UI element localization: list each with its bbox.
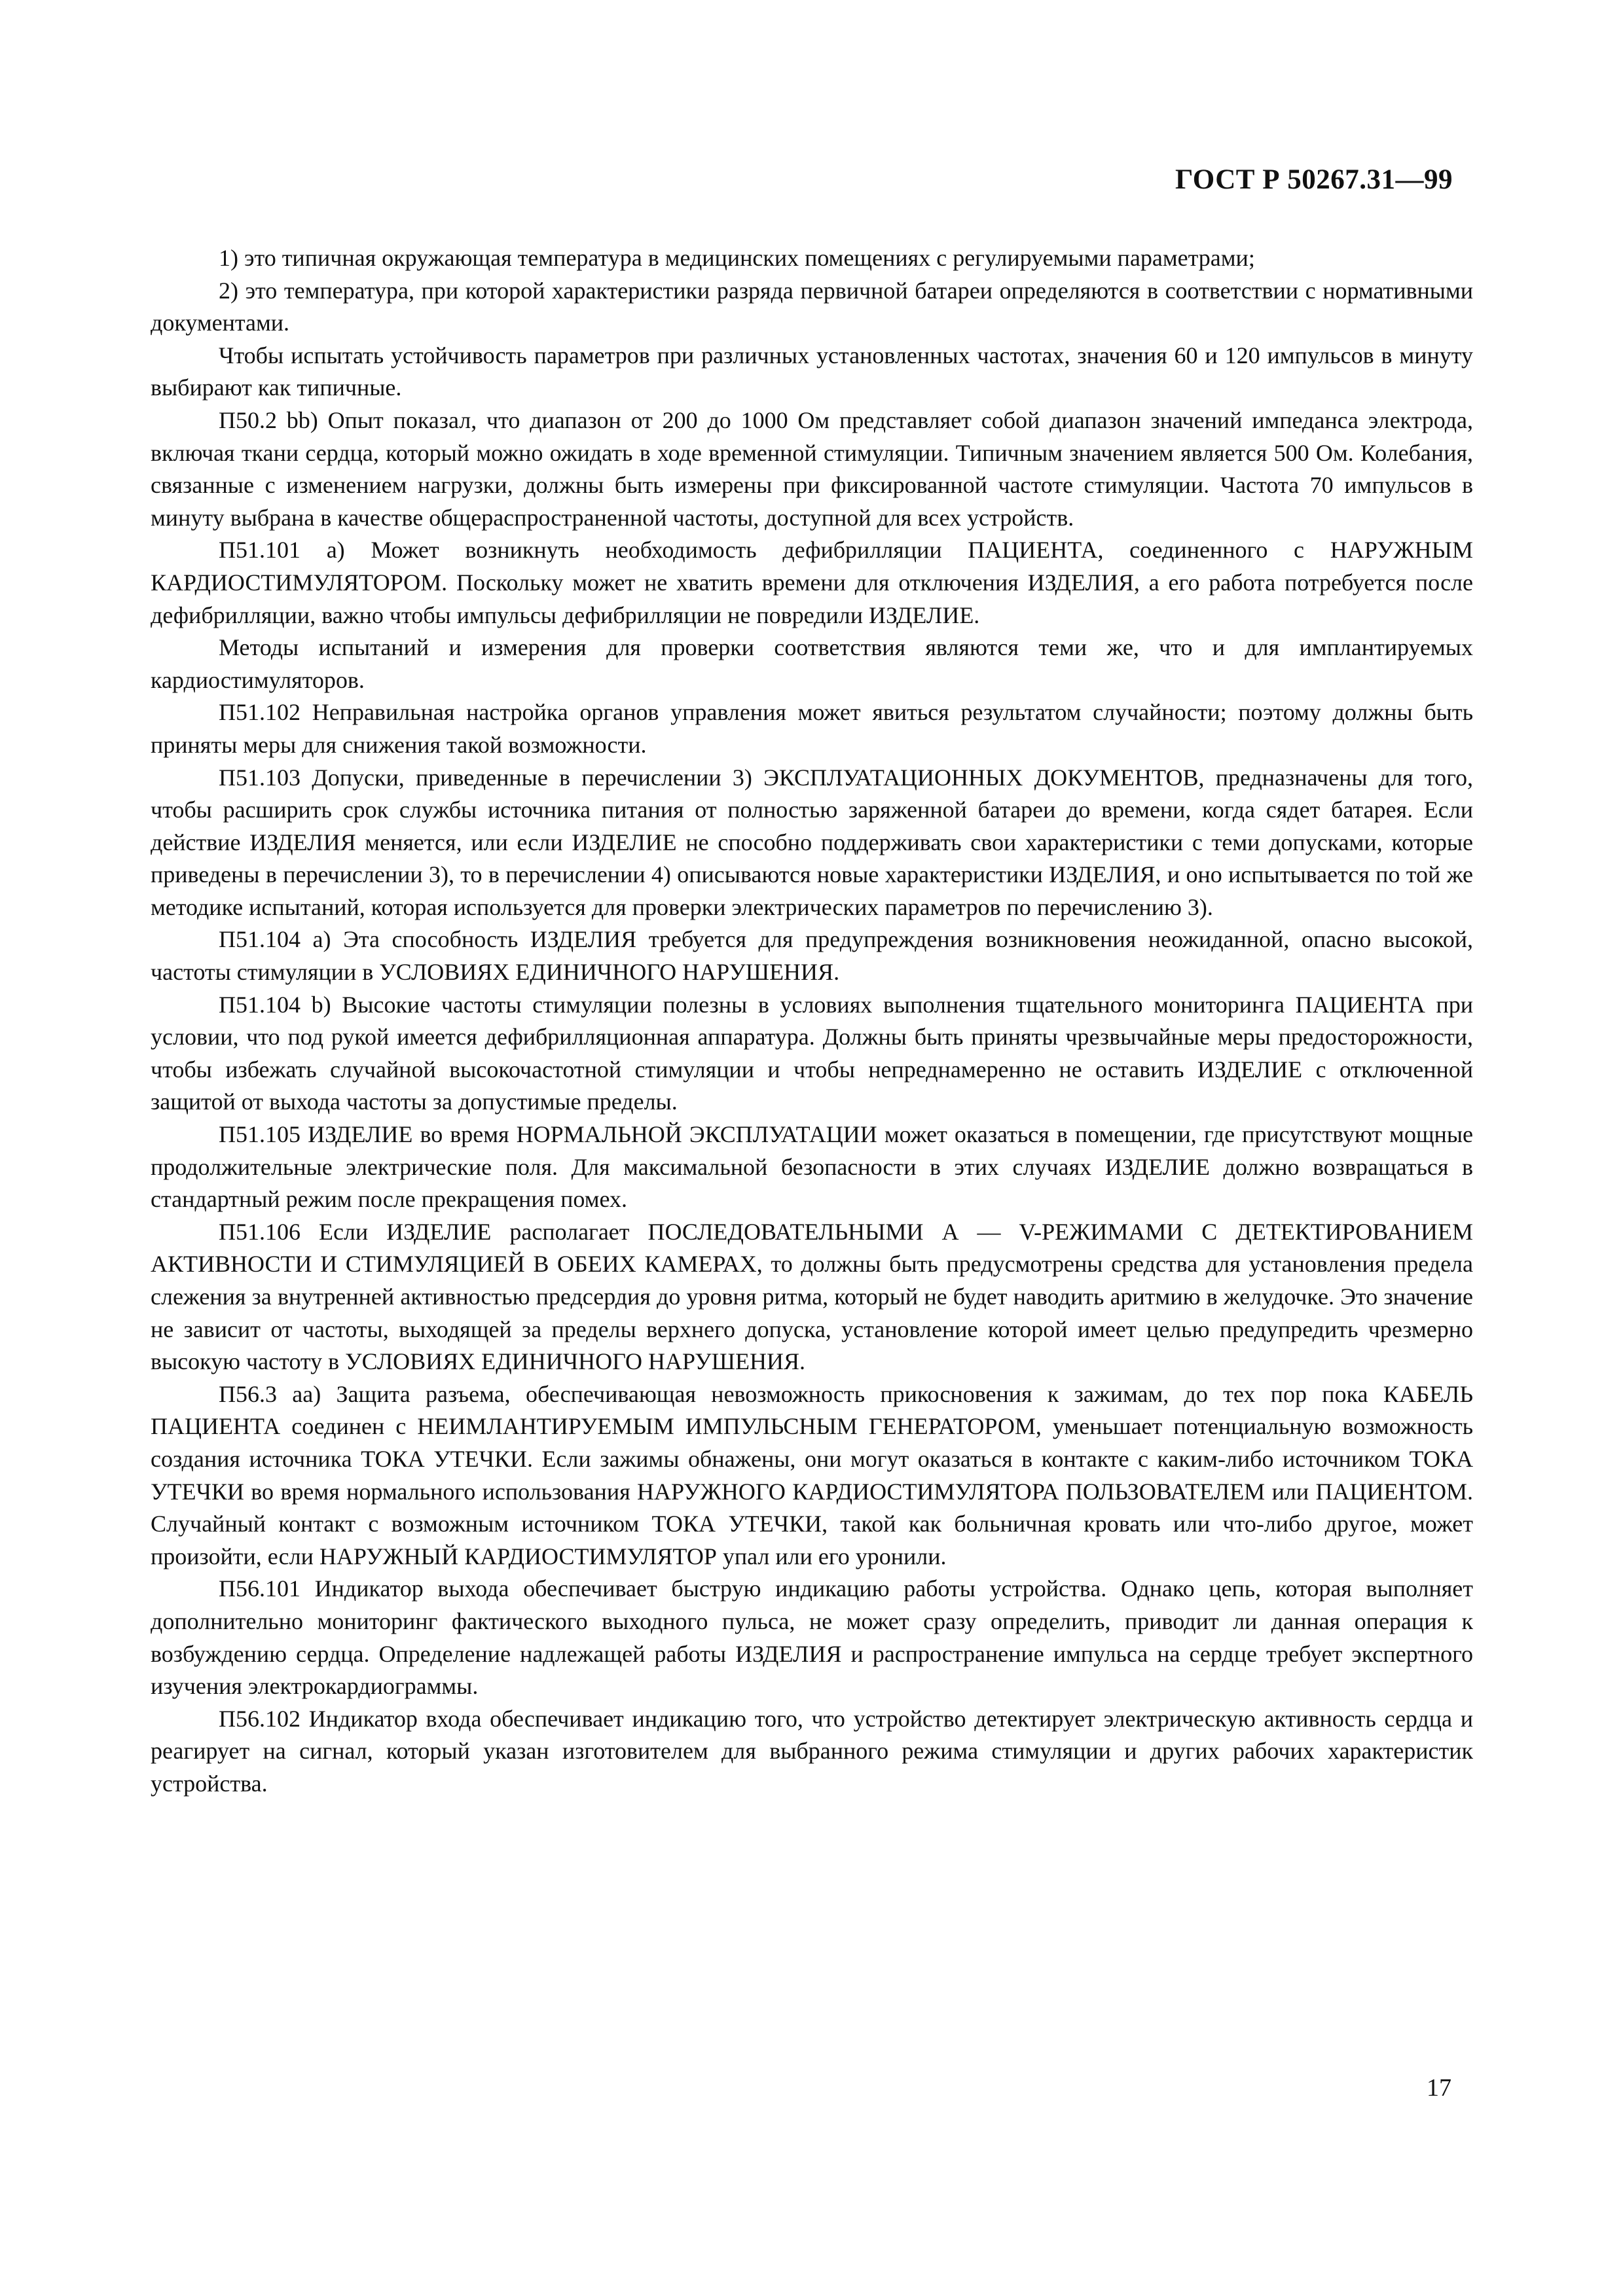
paragraph: П51.102 Неправильная настройка органов управления может явиться результатом случайности; поэтому должны быть приняты меры для снижения такой возможности. bbox=[151, 699, 1473, 758]
paragraph: П51.104 а) Эта способность ИЗДЕЛИЯ требуется для предупреждения возникновения неожиданной, опасно высокой, частоты стимуляции в УСЛОВИЯХ ЕДИНИЧНОГО НАРУШЕНИЯ. bbox=[151, 926, 1473, 986]
paragraph: П51.105 ИЗДЕЛИЕ во время НОРМАЛЬНОЙ ЭКСПЛУАТАЦИИ может оказаться в помещении, где присутствуют мощные продолжительные электрические поля. Для максимальной безопасности в этих случаях ИЗДЕЛИЕ должно возвращаться в стандартный режим после прекращения помех. bbox=[151, 1121, 1473, 1213]
paragraph: П51.103 Допуски, приведенные в перечислении 3) ЭКСПЛУАТАЦИОННЫХ ДОКУМЕНТОВ, предназначены для того, чтобы расширить срок службы источника питания от полностью заряженной батареи до времени, когда сядет батарея. Если действие ИЗДЕЛИЯ меняется, или если ИЗДЕЛИЕ не способно поддерживать свои характеристики с теми допусками, которые приведены в перечислении 3), то в перечислении 4) описываются новые характеристики ИЗДЕЛИЯ, и оно испытывается по той же методике испытаний, которая используется для проверки электрических параметров по перечислению 3). bbox=[151, 764, 1473, 920]
paragraph: П56.101 Индикатор выхода обеспечивает быструю индикацию работы устройства. Однако цепь, которая выполняет дополнительно мониторинг фактического выходного пульса, не может сразу определить, приводит ли данная операция к возбуждению сердца. Определение надлежащей работы ИЗДЕЛИЯ и распространение импульса на сердце требует экспертного изучения электрокардиограммы. bbox=[151, 1575, 1473, 1700]
paragraph: Чтобы испытать устойчивость параметров при различных установленных частотах, значения 60 и 120 импульсов в минуту выбирают как типичные. bbox=[151, 342, 1473, 401]
page-number: 17 bbox=[1427, 2074, 1451, 2102]
paragraph: 2) это температура, при которой характеристики разряда первичной батареи определяются в соответствии с нормативными документами. bbox=[151, 277, 1473, 336]
paragraph: П51.106 Если ИЗДЕЛИЕ располагает ПОСЛЕДОВАТЕЛЬНЫМИ А — V-РЕЖИМАМИ С ДЕТЕКТИРОВАНИЕМ АКТИВНОСТИ И СТИМУЛЯЦИЕЙ В ОБЕИХ КАМЕРАХ, то должны быть предусмотрены средства для установления предела слежения за внутренней активностью предсердия до уровня ритма, который не будет наводить аритмию в желудочке. Это значение не зависит от частоты, выходящей за пределы верхнего допуска, установление которой имеет целью предупредить чрезмерно высокую частоту в УСЛОВИЯХ ЕДИНИЧНОГО НАРУШЕНИЯ. bbox=[151, 1218, 1473, 1375]
paragraph: П50.2 bb) Опыт показал, что диапазон от 200 до 1000 Ом представляет собой диапазон значений импеданса электрода, включая ткани сердца, который можно ожидать в ходе временной стимуляции. Типичным значением является 500 Ом. Колебания, связанные с изменением нагрузки, должны быть измерены при фиксированной частоте стимуляции. Частота 70 импульсов в минуту выбрана в качестве общераспространенной частоты, доступной для всех устройств. bbox=[151, 406, 1473, 531]
paragraph: Методы испытаний и измерения для проверки соответствия являются теми же, что и для имплантируемых кардиостимуляторов. bbox=[151, 634, 1473, 693]
paragraph: П51.101 а) Может возникнуть необходимость дефибрилляции ПАЦИЕНТА, соединенного с НАРУЖНЫМ КАРДИОСТИМУЛЯТОРОМ. Поскольку может не хватить времени для отключения ИЗДЕЛИЯ, а его работа потребуется после дефибрилляции, важно чтобы импульсы дефибрилляции не повредили ИЗДЕЛИЕ. bbox=[151, 537, 1473, 628]
paragraph: П56.102 Индикатор входа обеспечивает индикацию того, что устройство детектирует электрическую активность сердца и реагирует на сигнал, который указан изготовителем для выбранного режима стимуляции и других рабочих характеристик устройства. bbox=[151, 1705, 1473, 1797]
paragraph: П56.3 аа) Защита разъема, обеспечивающая невозможность прикосновения к зажимам, до тех пор пока КАБЕЛЬ ПАЦИЕНТА соединен с НЕИМЛАНТИРУЕМЫМ ИМПУЛЬСНЫМ ГЕНЕРАТОРОМ, уменьшает потенциальную возможность создания источника ТОКА УТЕЧКИ. Если зажимы обнажены, они могут оказаться в контакте с каким-либо источником ТОКА УТЕЧКИ во время нормального использования НАРУЖНОГО КАРДИОСТИМУЛЯТОРА ПОЛЬЗОВАТЕЛЕМ или ПАЦИЕНТОМ. Случайный контакт с возможным источником ТОКА УТЕЧКИ, такой как больничная кровать или что-либо другое, может произойти, если НАРУЖНЫЙ КАРДИОСТИМУЛЯТОР упал или его уронили. bbox=[151, 1380, 1473, 1570]
body-text bbox=[151, 242, 1473, 1801]
standard-code: ГОСТ Р 50267.31—99 bbox=[1175, 164, 1453, 195]
paragraph: 1) это типичная окружающая температура в медицинских помещениях с регулируемыми параметрами; bbox=[219, 245, 1255, 271]
paragraph: П51.104 b) Высокие частоты стимуляции полезны в условиях выполнения тщательного мониторинга ПАЦИЕНТА при условии, что под рукой имеется дефибрилляционная аппаратура. Должны быть приняты чрезвычайные меры предосторожности, чтобы избежать случайной высокочастотной стимуляции и чтобы непреднамеренно не оставить ИЗДЕЛИЕ с отключенной защитой от выхода частоты за допустимые пределы. bbox=[151, 991, 1473, 1115]
